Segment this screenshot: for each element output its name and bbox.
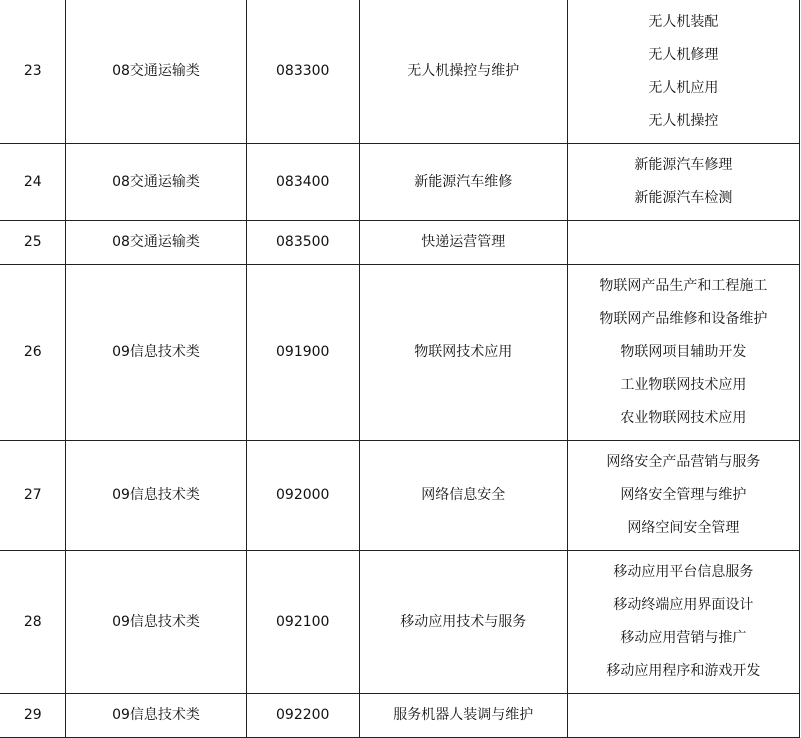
direction-item: 物联网项目辅助开发 (620, 344, 747, 360)
code-cell: 092100 (246, 551, 359, 694)
row-number: 25 (0, 221, 66, 265)
direction-item: 无人机装配 (648, 13, 719, 30)
directions-cell (567, 441, 799, 551)
major-name-cell: 快递运营管理 (359, 221, 567, 265)
directions-cell (567, 144, 799, 221)
direction-item: 新能源汽车检测 (634, 190, 733, 206)
direction-item: 农业物联网技术应用 (620, 410, 747, 426)
code-cell: 092200 (246, 694, 359, 738)
category-cell: 09信息技术类 (66, 441, 246, 551)
direction-item: 无人机应用 (648, 79, 719, 96)
major-name-cell: 网络信息安全 (359, 441, 567, 551)
code-cell: 083500 (246, 221, 359, 265)
direction-item: 工业物联网技术应用 (620, 377, 747, 393)
major-name-cell: 物联网技术应用 (359, 265, 567, 441)
code-cell: 083300 (246, 0, 359, 144)
direction-item: 物联网产品生产和工程施工 (599, 278, 768, 294)
direction-item: 移动应用程序和游戏开发 (606, 663, 761, 679)
major-name-cell: 移动应用技术与服务 (359, 551, 567, 694)
direction-item: 物联网产品维修和设备维护 (599, 311, 768, 327)
code-cell: 092000 (246, 441, 359, 551)
row-number: 28 (0, 551, 66, 694)
row-number: 26 (0, 265, 66, 441)
directions-cell (567, 221, 799, 265)
major-name-cell: 新能源汽车维修 (359, 144, 567, 221)
table-row (0, 144, 800, 221)
major-name-cell: 服务机器人装调与维护 (359, 694, 567, 738)
table-row (0, 694, 800, 738)
directions-cell (567, 0, 799, 144)
code-cell: 091900 (246, 265, 359, 441)
direction-item: 网络空间安全管理 (627, 520, 740, 536)
row-number: 24 (0, 144, 66, 221)
row-number: 29 (0, 694, 66, 738)
category-cell: 08交通运输类 (66, 144, 246, 221)
row-number: 27 (0, 441, 66, 551)
major-name-cell: 无人机操控与维护 (359, 0, 567, 144)
table-row (0, 551, 800, 694)
directions-cell (567, 694, 799, 738)
table-row (0, 441, 800, 551)
row-number: 23 (0, 0, 66, 144)
category-cell: 08交通运输类 (66, 221, 246, 265)
direction-item: 新能源汽车修理 (634, 157, 733, 173)
direction-item: 网络安全产品营销与服务 (606, 454, 761, 470)
directions-cell (567, 551, 799, 694)
category-cell: 08交通运输类 (66, 0, 246, 144)
table-row (0, 0, 800, 144)
category-cell: 09信息技术类 (66, 551, 246, 694)
direction-item: 网络安全管理与维护 (620, 487, 747, 503)
category-cell: 09信息技术类 (66, 265, 246, 441)
code-cell: 083400 (246, 144, 359, 221)
table-row (0, 221, 800, 265)
category-cell: 09信息技术类 (66, 694, 246, 738)
directions-cell (567, 265, 799, 441)
direction-item: 移动应用营销与推广 (620, 630, 747, 646)
table-row (0, 265, 800, 441)
direction-item: 无人机操控 (648, 112, 719, 129)
direction-item: 移动终端应用界面设计 (613, 597, 754, 613)
direction-item: 移动应用平台信息服务 (613, 564, 754, 580)
direction-item: 无人机修理 (648, 46, 719, 63)
